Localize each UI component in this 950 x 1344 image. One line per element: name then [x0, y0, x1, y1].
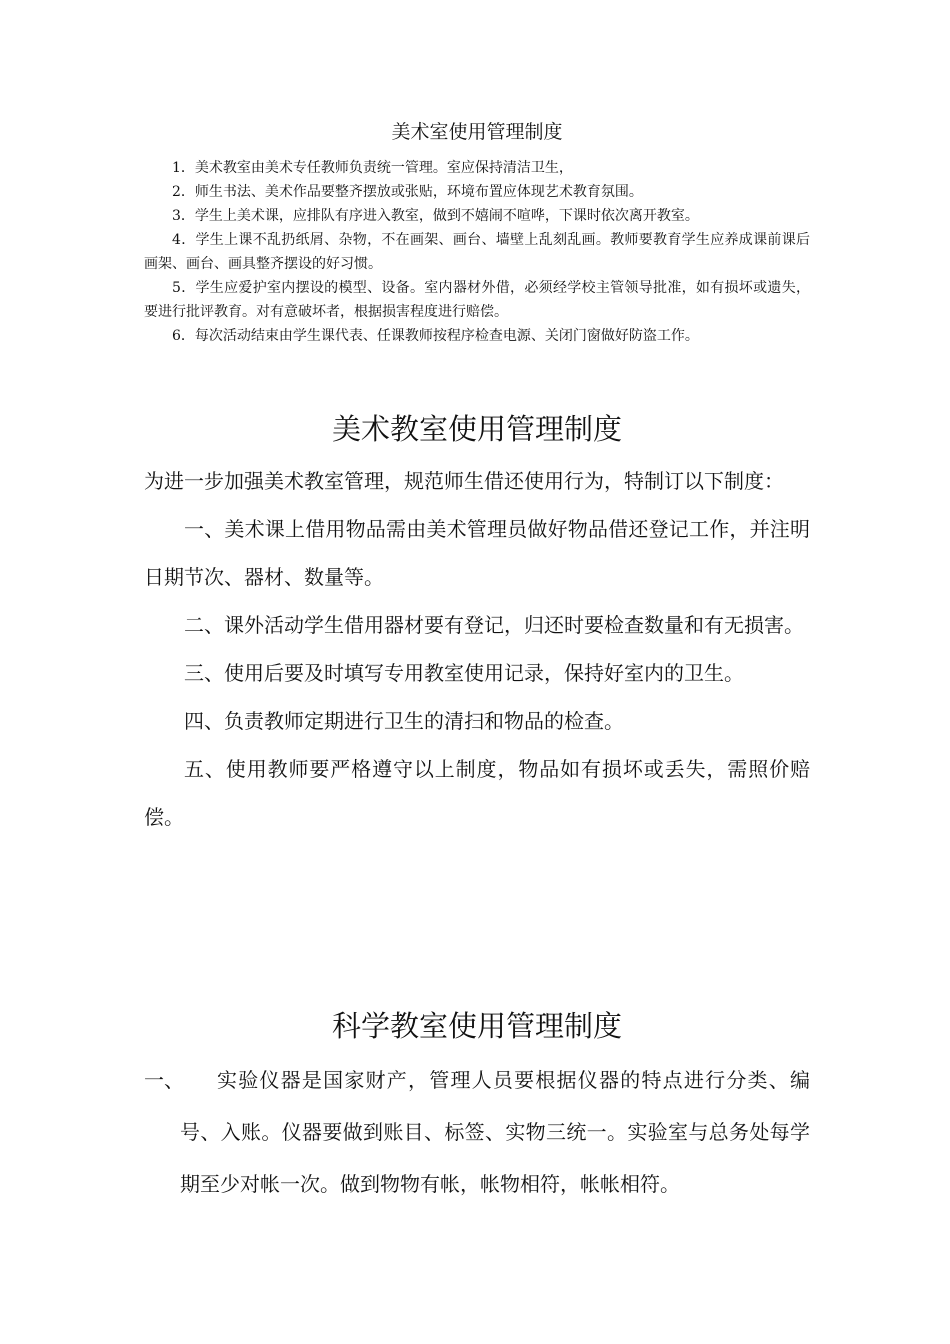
rule-text: 实验仪器是国家财产，管理人员要根据仪器的特点进行分类、编号、入账。仪器要做到账目、标签、实物三统一。实验室与总务处每学期至少对帐一次。做到物物有帐，帐物相符，帐帐相符。 [180, 1068, 810, 1196]
art-room-rules-section [144, 118, 810, 348]
section-title: 美术教室使用管理制度 [331, 412, 622, 446]
rule-item: 一、美术课上借用物品需由美术管理员做好物品借还登记工作，并注明日期节次、器材、数量等。 [144, 517, 810, 589]
rule-item [144, 1054, 810, 1210]
rule-item: 6．每次活动结束由学生课代表、任课教师按程序检查电源、关闭门窗做好防盗工作。 [172, 328, 699, 344]
rule-item: 三、使用后要及时填写专用教室使用记录，保持好室内的卫生。 [184, 661, 744, 685]
rule-item: 3．学生上美术课，应排队有序进入教室，做到不嬉闹不喧哗，下课时依次离开教室。 [172, 208, 699, 224]
section-title: 美术室使用管理制度 [391, 121, 563, 143]
rule-item: 二、课外活动学生借用器材要有登记，归还时要检查数量和有无损害。 [184, 613, 804, 637]
science-classroom-rules-section [144, 1004, 810, 1210]
rule-item: 2．师生书法、美术作品要整齐摆放或张贴，环境布置应体现艺术教育氛围。 [172, 184, 643, 200]
rule-number: 一、 [144, 1068, 184, 1092]
rule-item: 五、使用教师要严格遵守以上制度，物品如有损坏或丢失，需照价赔偿。 [144, 757, 810, 829]
section-title: 科学教室使用管理制度 [331, 1009, 622, 1043]
intro-paragraph: 为进一步加强美术教室管理，规范师生借还使用行为，特制订以下制度： [144, 469, 784, 493]
rule-item: 四、负责教师定期进行卫生的清扫和物品的检查。 [184, 709, 624, 733]
art-classroom-rules-section [144, 407, 810, 841]
rule-item: 4．学生上课不乱扔纸屑、杂物，不在画架、画台、墙壁上乱刻乱画。教师要教育学生应养成课前课后画架、画台、画具整齐摆设的好习惯。 [144, 232, 810, 272]
rule-item: 1．美术教室由美术专任教师负责统一管理。室应保持清洁卫生， [172, 160, 573, 176]
rule-item: 5．学生应爱护室内摆设的模型、设备。室内器材外借，必须经学校主管领导批准，如有损坏或遗失，要进行批评教育。对有意破坏者，根据损害程度进行赔偿。 [144, 280, 810, 320]
